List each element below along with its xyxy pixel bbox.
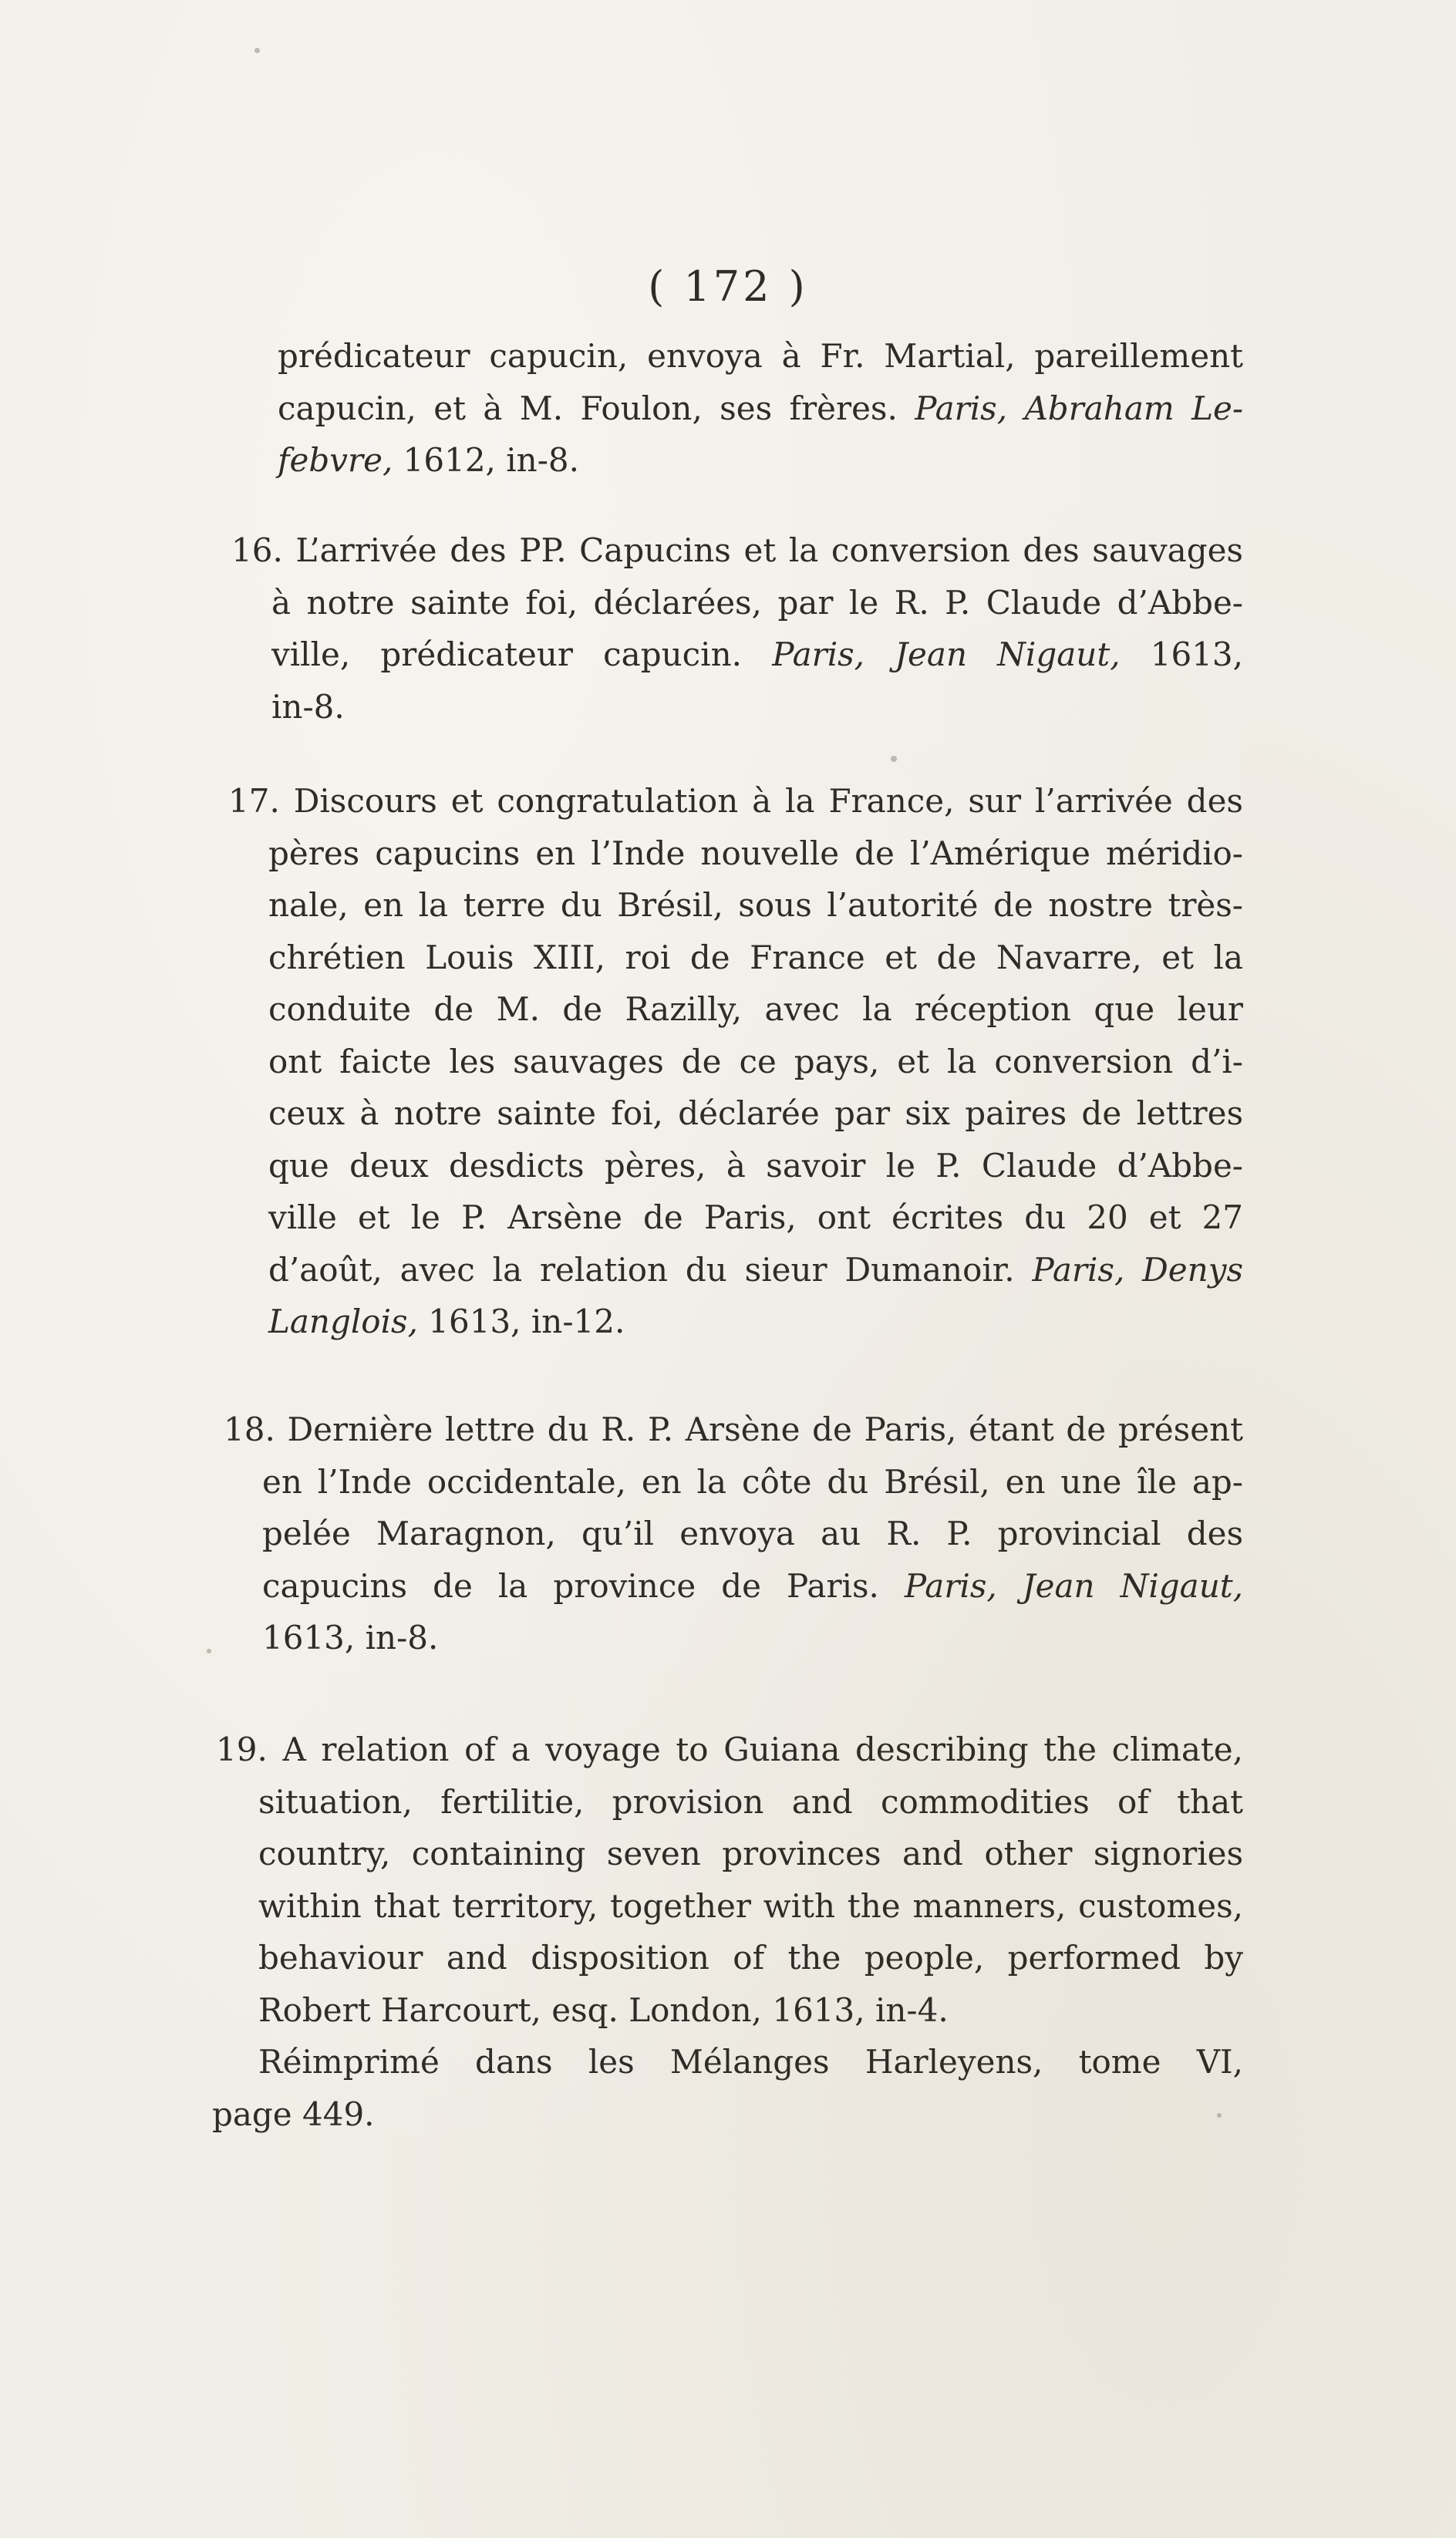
line-text: A relation of a voyage to Guiana describing the climate,: [282, 1731, 1243, 1768]
text-line: [278, 434, 1243, 487]
line-text: capucins de la province de Paris.: [262, 1566, 905, 1605]
line-text: que deux desdicts pères, à savoir le P. Claude d’Abbe-: [268, 1146, 1243, 1185]
line-text: Dernière lettre du R. P. Arsène de Paris, étant de présent: [287, 1411, 1243, 1448]
text-line: [231, 524, 1243, 577]
text-line: [258, 1932, 1243, 1984]
text-line: [268, 1087, 1243, 1140]
text-line: [268, 827, 1243, 880]
text-line: [268, 983, 1243, 1036]
text-line: [258, 1880, 1243, 1933]
line-text: à notre sainte foi, déclarées, par le R. P. Claude d’Abbe-: [271, 583, 1243, 622]
text-line: [228, 775, 1243, 827]
line-text: pelée Maragnon, qu’il envoya au R. P. provincial des: [262, 1515, 1243, 1552]
paper-speck: [1217, 2113, 1222, 2118]
paper-speck: [207, 1649, 211, 1653]
paper-speck: [891, 756, 897, 762]
paper-speck: [254, 48, 260, 53]
text-line: [268, 1191, 1243, 1244]
line-text: Réimprimé dans les Mélanges Harleyens, tome VI,: [258, 2043, 1243, 2081]
text-line: [268, 1140, 1243, 1192]
line-text-after: 1613,: [1120, 635, 1243, 673]
imprint-italic: Paris, Jean Nigaut,: [772, 635, 1121, 673]
imprint-italic: Paris, Abraham Le-: [915, 389, 1244, 427]
page-number: ( 172 ): [648, 262, 808, 311]
text-line: [268, 1036, 1243, 1088]
line-text: country, containing seven provinces and other signories: [258, 1835, 1243, 1872]
text-line: [212, 2088, 1243, 2141]
text-line: [258, 1828, 1243, 1880]
line-text: behaviour and disposition of the people, performed by: [258, 1939, 1243, 1977]
imprint-italic: febvre,: [278, 441, 393, 479]
line-text: conduite de M. de Razilly, avec la réception que leur: [268, 990, 1243, 1028]
line-text: ville, prédicateur capucin.: [271, 635, 773, 673]
text-line: [268, 1296, 1243, 1348]
text-line: [262, 1456, 1243, 1508]
line-text: pères capucins en l’Inde nouvelle de l’Amérique méridio-: [268, 834, 1243, 872]
imprint-italic: Paris, Denys: [1032, 1250, 1243, 1289]
entry-number: 18.: [224, 1411, 288, 1448]
line-text: Robert Harcourt, esq. London, 1613, in-4.: [258, 1990, 949, 2029]
text-line: [278, 330, 1243, 383]
entry-number: 19.: [216, 1731, 283, 1768]
line-text: en l’Inde occidentale, en la côte du Brésil, en une île ap-: [262, 1462, 1243, 1501]
line-text: in-8.: [271, 687, 345, 726]
text-line: [268, 1244, 1243, 1296]
line-text: 1613, in-8.: [262, 1619, 439, 1657]
text-line: [258, 1776, 1243, 1829]
text-line: [216, 1724, 1243, 1776]
entry-number: 16.: [231, 531, 296, 569]
entry-number: 17.: [228, 782, 294, 820]
line-text: ceux à notre sainte foi, déclarée par six paires de lettres: [268, 1094, 1243, 1132]
imprint-italic: Langlois,: [268, 1303, 418, 1340]
line-text: situation, fertilitie, provision and commodities of that: [258, 1782, 1243, 1821]
text-line: [262, 1560, 1243, 1613]
text-line: [278, 383, 1243, 435]
line-text: ville et le P. Arsène de Paris, ont écrites du 20 et 27: [268, 1198, 1243, 1236]
line-text: capucin, et à M. Foulon, ses frères.: [278, 389, 915, 427]
line-text: nale, en la terre du Brésil, sous l’autorité de nostre très-: [268, 886, 1243, 924]
text-line: [262, 1612, 1243, 1664]
text-line: [224, 1404, 1243, 1456]
line-text: chrétien Louis XIII, roi de France et de Navarre, et la: [268, 938, 1243, 976]
text-line: [258, 2036, 1243, 2088]
line-text: within that territory, together with the manners, customes,: [258, 1886, 1243, 1925]
line-text-after: 1613, in-12.: [417, 1303, 625, 1340]
line-text: page 449.: [212, 2095, 375, 2133]
line-text-after: 1612, in-8.: [393, 441, 579, 479]
text-line: [271, 629, 1243, 681]
imprint-italic: Paris, Jean Nigaut,: [904, 1566, 1243, 1605]
text-line: [262, 1508, 1243, 1560]
text-line: [268, 879, 1243, 932]
text-line: [258, 1984, 1243, 2037]
line-text: Discours et congratulation à la France, sur l’arrivée des: [293, 782, 1243, 820]
line-text: L’arrivée des PP. Capucins et la conversion des sauvages: [295, 531, 1243, 569]
line-text: ont faicte les sauvages de ce pays, et la conversion d’i-: [268, 1042, 1243, 1080]
text-line: [271, 577, 1243, 629]
text-line: [271, 681, 1243, 733]
text-line: [268, 932, 1243, 984]
line-text: prédicateur capucin, envoya à Fr. Martial, pareillement: [278, 337, 1243, 375]
line-text: d’août, avec la relation du sieur Dumanoir.: [268, 1250, 1033, 1289]
